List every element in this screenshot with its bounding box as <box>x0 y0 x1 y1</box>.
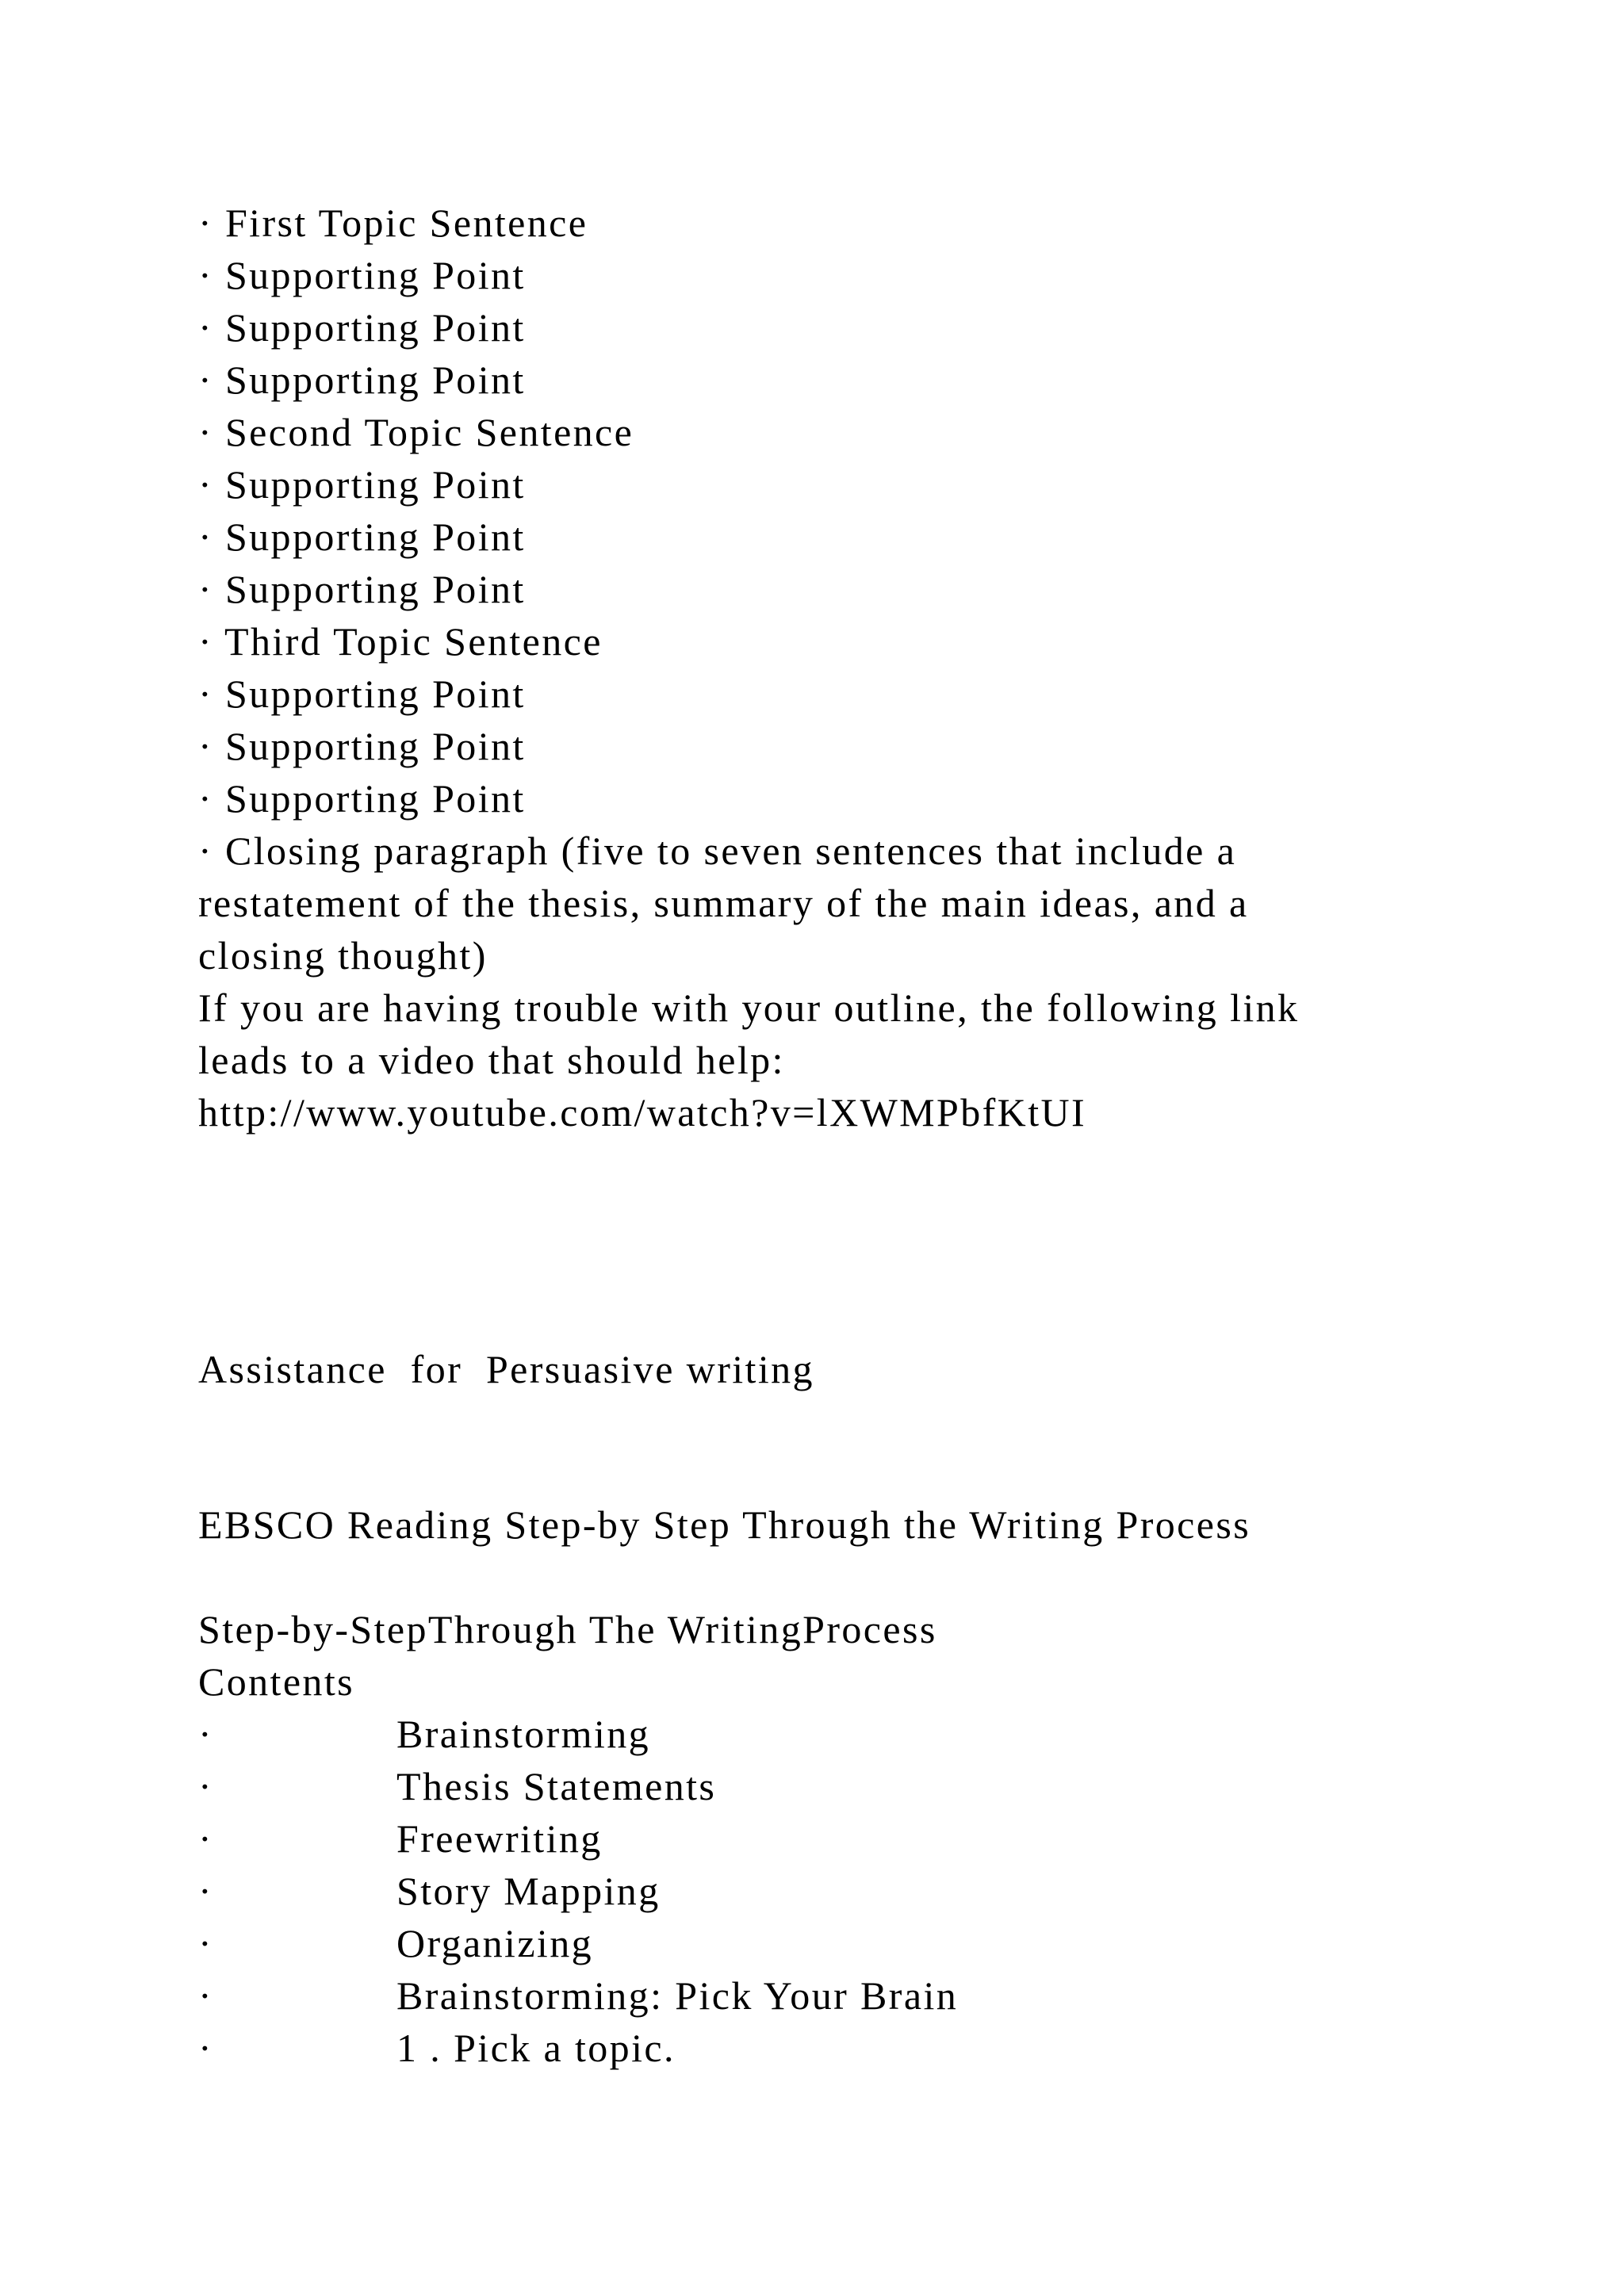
outline-item: · Supporting Point <box>198 724 526 768</box>
outline-item: · Supporting Point <box>198 776 526 821</box>
toc-item[interactable] <box>198 1812 958 1865</box>
toc-item[interactable] <box>198 1708 958 1760</box>
outline-list <box>198 197 1299 1138</box>
toc-item-label: Brainstorming <box>396 1712 651 1756</box>
video-link[interactable]: http://www.youtube.com/watch?v=lXWMPbfKtUI <box>198 1090 1087 1135</box>
contents-section <box>198 1603 958 2074</box>
doc-title: Step-by-StepThrough The WritingProcess <box>198 1607 937 1651</box>
outline-item: · Supporting Point <box>198 358 526 402</box>
toc-item[interactable] <box>198 1760 958 1812</box>
toc-item[interactable] <box>198 1865 958 1917</box>
outline-item: · Supporting Point <box>198 567 526 611</box>
closing-paragraph-line: closing thought) <box>198 933 488 978</box>
outline-item: · Supporting Point <box>198 253 526 297</box>
bullet-icon: · <box>198 2026 214 2070</box>
outline-item: · Supporting Point <box>198 462 526 507</box>
bullet-icon: · <box>198 1712 214 1756</box>
ebsco-heading: EBSCO Reading Step-by Step Through the Writing Process <box>198 1502 1251 1547</box>
outline-item: · Second Topic Sentence <box>198 410 634 454</box>
toc-item-label: Story Mapping <box>396 1869 661 1913</box>
toc-item-label: 1 . Pick a topic. <box>396 2026 676 2070</box>
toc-item-label: Freewriting <box>396 1816 603 1861</box>
toc-item[interactable] <box>198 1969 958 2022</box>
closing-paragraph-line: · Closing paragraph (five to seven sentences that include a <box>198 828 1237 873</box>
toc-item[interactable] <box>198 1917 958 1969</box>
bullet-icon: · <box>198 1921 214 1965</box>
toc-item-label: Brainstorming: Pick Your Brain <box>396 1973 959 2018</box>
help-text-line: If you are having trouble with your outline, the following link <box>198 985 1300 1030</box>
toc-item[interactable] <box>198 2022 958 2074</box>
bullet-icon: · <box>198 1973 214 2018</box>
outline-item: · First Topic Sentence <box>198 201 588 245</box>
toc-item-label: Organizing <box>396 1921 594 1965</box>
bullet-icon: · <box>198 1869 214 1913</box>
section-heading: Assistance for Persuasive writing <box>198 1347 814 1391</box>
bullet-icon: · <box>198 1816 214 1861</box>
toc-item-label: Thesis Statements <box>396 1764 717 1808</box>
bullet-icon: · <box>198 1764 214 1808</box>
outline-item: · Third Topic Sentence <box>198 619 603 664</box>
closing-paragraph-line: restatement of the thesis, summary of the main ideas, and a <box>198 881 1249 925</box>
contents-label: Contents <box>198 1659 354 1704</box>
outline-item: · Supporting Point <box>198 672 526 716</box>
outline-item: · Supporting Point <box>198 305 526 350</box>
outline-item: · Supporting Point <box>198 515 526 559</box>
help-text-line: leads to a video that should help: <box>198 1038 785 1082</box>
